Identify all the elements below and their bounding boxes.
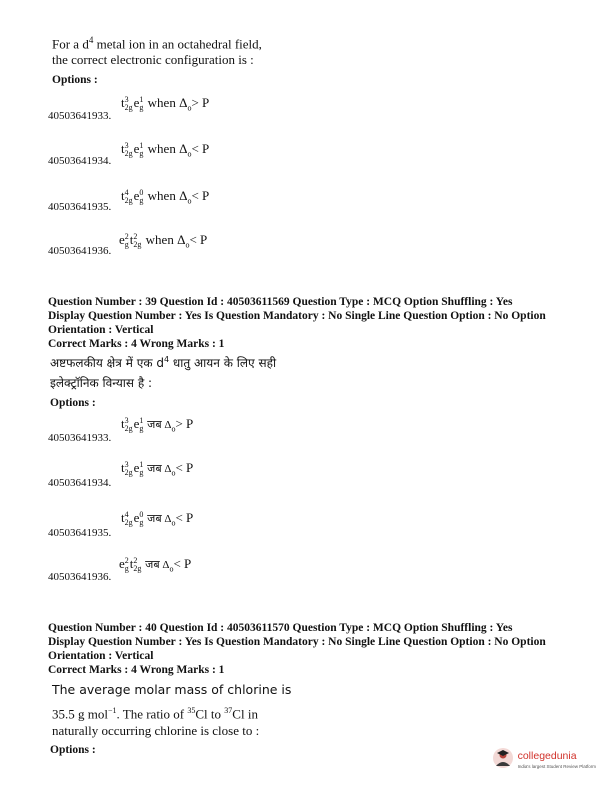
condition-text: जब Δ bbox=[144, 513, 172, 525]
term1-sup: 4 bbox=[124, 188, 129, 198]
q39-header-line1: Question Number : 39 Question Id : 40503611569 Question Type : MCQ Option Shuffling : Yes bbox=[48, 296, 513, 308]
term1-sub: 2g bbox=[124, 424, 133, 434]
term2-sup: 1 bbox=[139, 460, 144, 470]
q40-options-label: Options : bbox=[50, 744, 96, 756]
logo-tagline: India's largest Student Review Platform bbox=[517, 764, 596, 769]
condition-sub: o bbox=[171, 518, 176, 528]
q39-header-line3: Orientation : Vertical bbox=[48, 324, 154, 336]
term2-letter: t bbox=[129, 556, 134, 571]
term2-sup: 2 bbox=[133, 556, 138, 566]
term1-sub: 2g bbox=[124, 518, 133, 528]
condition-sub: o bbox=[187, 149, 192, 159]
term1-sub: g bbox=[124, 564, 129, 574]
term2-sup: 1 bbox=[139, 141, 144, 151]
option-id: 40503641934. bbox=[48, 155, 112, 167]
term2-sub: g bbox=[139, 518, 144, 528]
q38-stem-line1: For a $d^4$ metal ion in an octahedral field, bbox=[52, 35, 262, 52]
term2-sub: g bbox=[139, 103, 144, 113]
term1-sup: 2 bbox=[124, 556, 129, 566]
q40-header-line3: Orientation : Vertical bbox=[48, 650, 154, 662]
term2-sup: 1 bbox=[139, 416, 144, 426]
condition-relation: < P bbox=[173, 556, 192, 571]
term1-letter: t bbox=[121, 416, 125, 431]
term1-sup: 3 bbox=[124, 95, 129, 105]
condition-relation: < P bbox=[175, 460, 194, 475]
term1-sup: 3 bbox=[124, 460, 129, 470]
q40-header-line1: Question Number : 40 Question Id : 40503611570 Question Type : MCQ Option Shuffling : Yes bbox=[48, 622, 513, 634]
condition-sub: o bbox=[171, 424, 176, 434]
condition-sub: o bbox=[185, 240, 190, 250]
q40-marks: Correct Marks : 4 Wrong Marks : 1 bbox=[48, 664, 225, 676]
q40-header-line2: Display Question Number : Yes Is Question Mandatory : No Single Line Question Option : No Option bbox=[48, 636, 546, 648]
term2-sup: 0 bbox=[139, 510, 144, 520]
term1-sub: 2g bbox=[124, 196, 133, 206]
term1-letter: t bbox=[121, 95, 125, 110]
option-id: 40503641936. bbox=[48, 245, 112, 257]
condition-text: जब Δ bbox=[144, 463, 172, 475]
condition-text: when Δ bbox=[142, 232, 186, 247]
term2-sub: 2g bbox=[133, 564, 142, 574]
term1-letter: t bbox=[121, 188, 125, 203]
term2-letter: e bbox=[133, 141, 140, 156]
condition-relation: > P bbox=[175, 416, 194, 431]
term2-sub: g bbox=[139, 149, 144, 159]
term1-sup: 4 bbox=[124, 510, 129, 520]
term2-letter: e bbox=[133, 188, 140, 203]
q38-stem-line2: the correct electronic configuration is : bbox=[52, 52, 254, 67]
condition-text: जब Δ bbox=[144, 419, 172, 431]
condition-relation: < P bbox=[191, 141, 210, 156]
option-id: 40503641934. bbox=[48, 477, 112, 489]
option-id: 40503641936. bbox=[48, 571, 112, 583]
option-expression bbox=[121, 460, 193, 478]
term1-letter: e bbox=[119, 232, 125, 247]
q40-stem-line1: The average molar mass of chlorine is bbox=[52, 682, 292, 697]
option-expression bbox=[121, 188, 209, 206]
option-expression bbox=[121, 416, 193, 434]
term1-sub: 2g bbox=[124, 468, 133, 478]
q40-stem-line2: 35.5 g mol$^{-1}$. The ratio of $^{35}$Cl to $^{37}$Cl in bbox=[52, 706, 258, 722]
term1-sup: 3 bbox=[124, 141, 129, 151]
condition-sub: o bbox=[171, 468, 176, 478]
condition-sub: o bbox=[169, 564, 174, 574]
condition-text: when Δ bbox=[144, 188, 188, 203]
option-id: 40503641933. bbox=[48, 432, 112, 444]
q39-stem-line2: इलेक्ट्रॉनिक विन्यास है : bbox=[50, 376, 153, 390]
term1-letter: t bbox=[121, 510, 125, 525]
condition-text: when Δ bbox=[144, 141, 188, 156]
collegedunia-logo bbox=[492, 746, 596, 770]
option-expression bbox=[121, 510, 193, 528]
q39-header-line2: Display Question Number : Yes Is Question Mandatory : No Single Line Question Option : No Option bbox=[48, 310, 546, 322]
condition-text: जब Δ bbox=[142, 559, 170, 571]
option-id: 40503641935. bbox=[48, 527, 112, 539]
condition-relation: < P bbox=[191, 188, 210, 203]
term1-sub: 2g bbox=[124, 149, 133, 159]
term2-sub: 2g bbox=[133, 240, 142, 250]
option-expression bbox=[119, 556, 191, 574]
q38-options-label: Options : bbox=[52, 74, 98, 86]
term1-sup: 2 bbox=[124, 232, 129, 242]
term1-letter: e bbox=[119, 556, 125, 571]
term2-letter: e bbox=[133, 95, 140, 110]
q39-stem-line1: अष्टफलकीय क्षेत्र में एक $d^4$ धातु आयन के लिए सही bbox=[50, 355, 277, 370]
option-expression bbox=[121, 141, 209, 159]
option-expression bbox=[119, 232, 207, 250]
logo-name: collegedunia bbox=[517, 750, 577, 762]
condition-relation: < P bbox=[175, 510, 194, 525]
term2-sup: 2 bbox=[133, 232, 138, 242]
term1-sup: 3 bbox=[124, 416, 129, 426]
q39-marks: Correct Marks : 4 Wrong Marks : 1 bbox=[48, 338, 225, 350]
q39-options-label: Options : bbox=[50, 397, 96, 409]
option-id: 40503641935. bbox=[48, 201, 112, 213]
term2-sub: g bbox=[139, 468, 144, 478]
option-id: 40503641933. bbox=[48, 110, 112, 122]
condition-text: when Δ bbox=[144, 95, 188, 110]
term2-sub: g bbox=[139, 196, 144, 206]
term2-sup: 0 bbox=[139, 188, 144, 198]
term2-sub: g bbox=[139, 424, 144, 434]
term2-letter: e bbox=[133, 460, 140, 475]
condition-sub: o bbox=[187, 196, 192, 206]
term1-sub: 2g bbox=[124, 103, 133, 113]
term2-letter: e bbox=[133, 510, 140, 525]
condition-relation: > P bbox=[191, 95, 210, 110]
term2-letter: e bbox=[133, 416, 140, 431]
term2-sup: 1 bbox=[139, 95, 144, 105]
condition-relation: < P bbox=[189, 232, 208, 247]
term1-letter: t bbox=[121, 141, 125, 156]
term1-letter: t bbox=[121, 460, 125, 475]
condition-sub: o bbox=[187, 103, 192, 113]
collegedunia-logo-icon bbox=[492, 747, 514, 769]
term1-sub: g bbox=[124, 240, 129, 250]
term2-letter: t bbox=[129, 232, 134, 247]
option-expression bbox=[121, 95, 209, 113]
q40-stem-line3: naturally occurring chlorine is close to : bbox=[52, 723, 260, 738]
